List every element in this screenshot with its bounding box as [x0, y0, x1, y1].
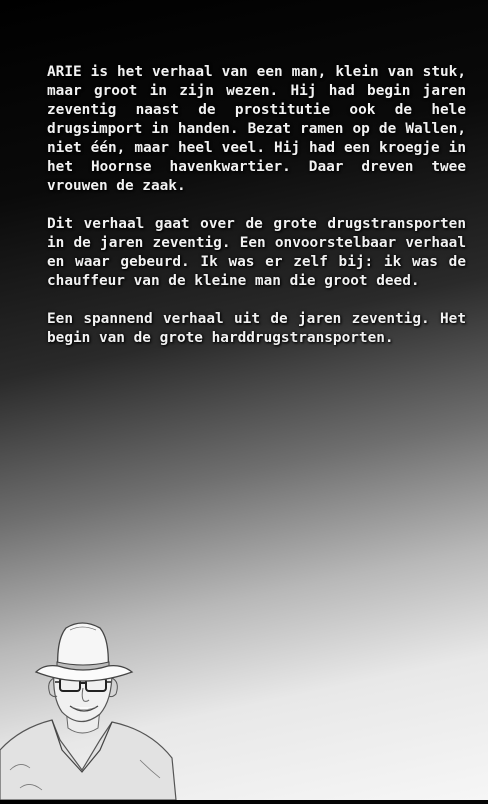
blurb-paragraph-3: Een spannend verhaal uit de jaren zeventig. Het begin van de grote harddrugstransporten.	[47, 311, 466, 346]
book-blurb	[47, 63, 466, 367]
blurb-paragraph-2: Dit verhaal gaat over de grote drugstransporten in de jaren zeventig. Een onvoorstelbaar verhaal en waar gebeurd. Ik was er zelf bij: ik was de chauffeur van de kleine man die groot deed.	[47, 216, 466, 289]
author-sketch-portrait	[0, 600, 180, 800]
blurb-paragraph-1: ARIE is het verhaal van een man, klein van stuk, maar groot in zijn wezen. Hij had begin jaren zeventig naast de prostitutie ook de hele drugsimport in handen. Bezat ramen op de Wallen, niet één, maar heel veel. Hij had een kroegje in het Hoornse havenkwartier. Daar dreven twee vrouwen de zaak.	[47, 64, 466, 194]
